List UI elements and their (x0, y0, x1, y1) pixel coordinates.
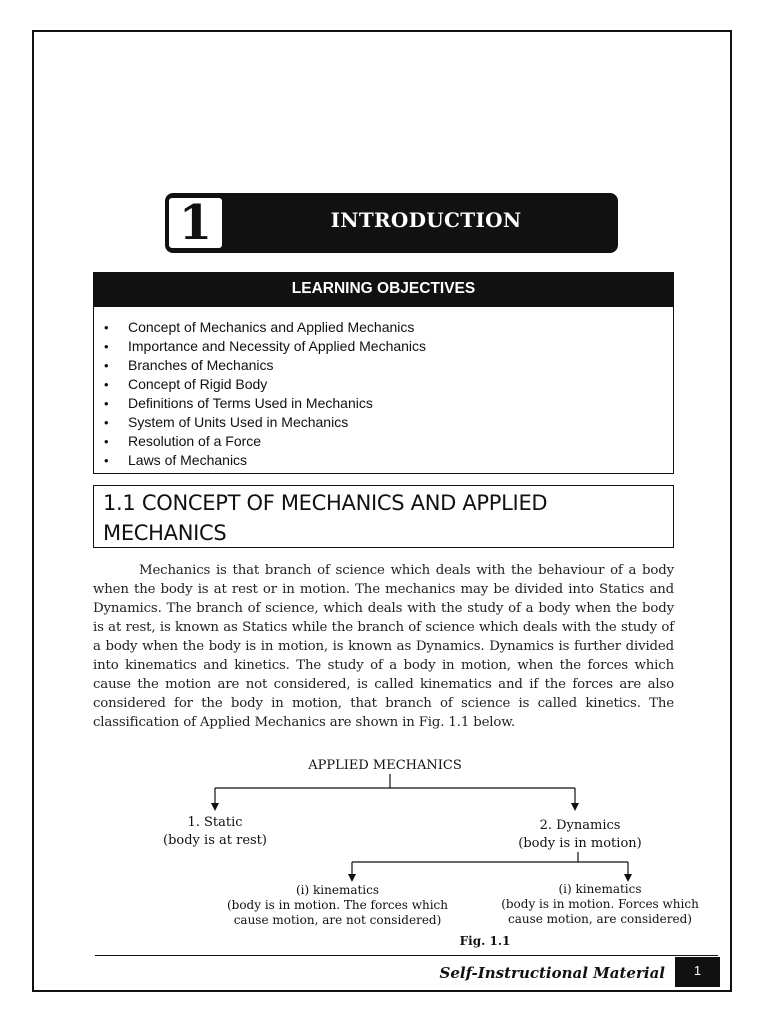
diagram-root-label: APPLIED MECHANICS (308, 758, 462, 773)
learning-objectives-list (94, 307, 673, 470)
dynamics-desc: (body is in motion) (518, 836, 642, 851)
dynamics-title: 2. Dynamics (539, 818, 621, 833)
kinetics-desc-line1: (body is in motion. Forces which (501, 897, 699, 911)
static-desc: (body is at rest) (163, 833, 267, 848)
diagram-node-dynamics (495, 817, 665, 853)
objective-item: • Resolution of a Force (104, 432, 673, 451)
static-title: 1. Static (187, 815, 243, 830)
section-heading-box (93, 485, 674, 548)
chapter-title: INTRODUCTION (330, 208, 522, 232)
objective-item: • Branches of Mechanics (104, 356, 673, 375)
chapter-number: 1 (167, 196, 224, 250)
section-body-paragraph: Mechanics is that branch of science which deals with the behaviour of a body when the body is at rest or in motion. The mechanics may be divided into Statics and Dynamics. The branch of science, which deals with the study of a body when the body is at rest, is known as Statics while the branch of science which deals with the study of a body when the body is in motion, is known as Dynamics. Dynamics is further divided into kinematics and kinetics. The study of a body in motion, when the forces which cause the motion are not considered, is called kinematics and if the forces are also considered for the body in motion, that branch of science is called kinetics. The classification of Applied Mechanics are shown in Fig. 1.1 below. (93, 563, 674, 730)
page-number: 1 (675, 957, 720, 987)
objective-item: • Concept of Mechanics and Applied Mechanics (104, 318, 673, 337)
kinematics-title: (i) kinematics (295, 883, 380, 897)
footer-label: Self-Instructional Material (439, 964, 665, 982)
objective-item: • Importance and Necessity of Applied Mechanics (104, 337, 673, 356)
learning-objectives-heading: LEARNING OBJECTIVES (94, 273, 673, 307)
objective-item: • Definitions of Terms Used in Mechanics (104, 394, 673, 413)
objective-item: • Laws of Mechanics (104, 451, 673, 470)
kinematics-desc-line2: cause motion, are not considered) (233, 913, 442, 927)
kinematics-desc-line1: (body is in motion. The forces which (226, 898, 449, 912)
footer-rule (95, 955, 718, 956)
objective-item: • System of Units Used in Mechanics (104, 413, 673, 432)
diagram-node-kinetics (480, 882, 720, 927)
figure-caption: Fig. 1.1 (459, 934, 511, 948)
objective-item: • Concept of Rigid Body (104, 375, 673, 394)
diagram-node-kinematics (195, 883, 480, 928)
section-title: 1.1 CONCEPT OF MECHANICS AND APPLIED MECHANICS (103, 491, 548, 545)
diagram-node-static (140, 814, 290, 850)
kinetics-desc-line2: cause motion, are considered) (508, 912, 692, 926)
kinetics-title: (i) kinematics (558, 882, 642, 896)
learning-objectives-box (93, 272, 674, 474)
